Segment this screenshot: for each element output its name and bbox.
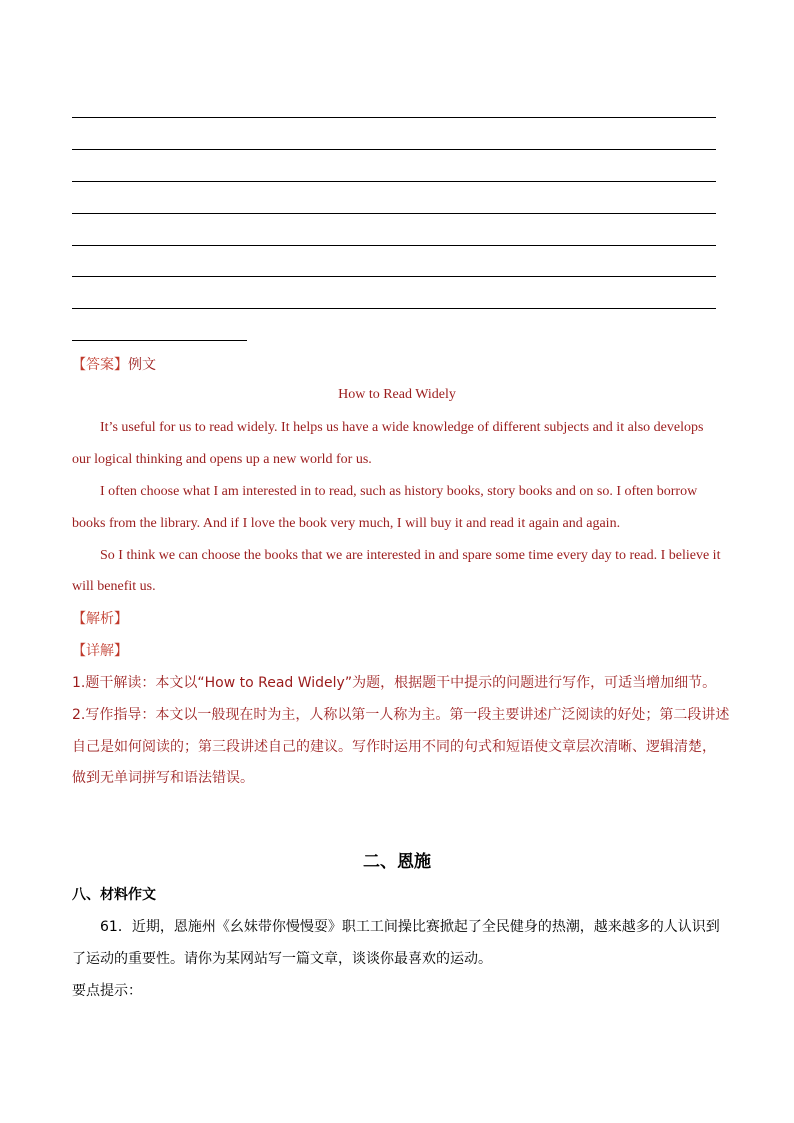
hint-label: 要点提示： <box>72 983 142 999</box>
essay-line: will benefit us. <box>72 579 156 594</box>
essay-line: I often choose what I am interested in to read, such as history books, story books and on so. I often borrow <box>100 484 698 499</box>
writing-line <box>72 308 716 309</box>
question-line: 61．近期，恩施州《幺妹带你慢慢耍》职工工间操比赛掀起了全民健身的热潮，越来越多的人认识到 <box>100 919 720 935</box>
analysis-label: 【解析】 <box>72 611 128 627</box>
question-line: 了运动的重要性。请你为某网站写一篇文章，谈谈你最喜欢的运动。 <box>72 951 492 967</box>
sample-label: 例文 <box>128 357 156 373</box>
essay-line: our logical thinking and opens up a new world for us. <box>72 452 372 467</box>
essay-line: It’s useful for us to read widely. It helps us have a wide knowledge of different subjects and it also develops <box>100 420 704 435</box>
writing-line <box>72 276 716 277</box>
section-subtitle: 八、材料作文 <box>72 887 156 903</box>
section-title: 二、恩施 <box>363 852 431 872</box>
writing-line <box>72 117 716 118</box>
analysis-line: 1.题干解读：本文以“How to Read Widely”为题，根据题干中提示的问题进行写作，可适当增加细节。 <box>72 675 717 691</box>
writing-line <box>72 213 716 214</box>
analysis-line: 2.写作指导：本文以一般现在时为主，人称以第一人称为主。第一段主要讲述广泛阅读的好处；第二段讲述 <box>72 707 730 723</box>
essay-line: So I think we can choose the books that we are interested in and spare some time every day to read. I believe it <box>100 548 721 563</box>
writing-line <box>72 181 716 182</box>
answer-heading <box>72 355 156 375</box>
writing-line <box>72 245 716 246</box>
analysis-line: 做到无单词拼写和语法错误。 <box>72 770 254 786</box>
detail-label: 【详解】 <box>72 643 128 659</box>
writing-line-short <box>72 340 247 341</box>
writing-line <box>72 149 716 150</box>
essay-line: books from the library. And if I love the book very much, I will buy it and read it again and again. <box>72 516 621 531</box>
answer-label: 【答案】 <box>72 357 128 373</box>
essay-title: How to Read Widely <box>338 387 456 402</box>
analysis-line: 自己是如何阅读的；第三段讲述自己的建议。写作时运用不同的句式和短语使文章层次清晰、逻辑清楚， <box>72 739 716 755</box>
